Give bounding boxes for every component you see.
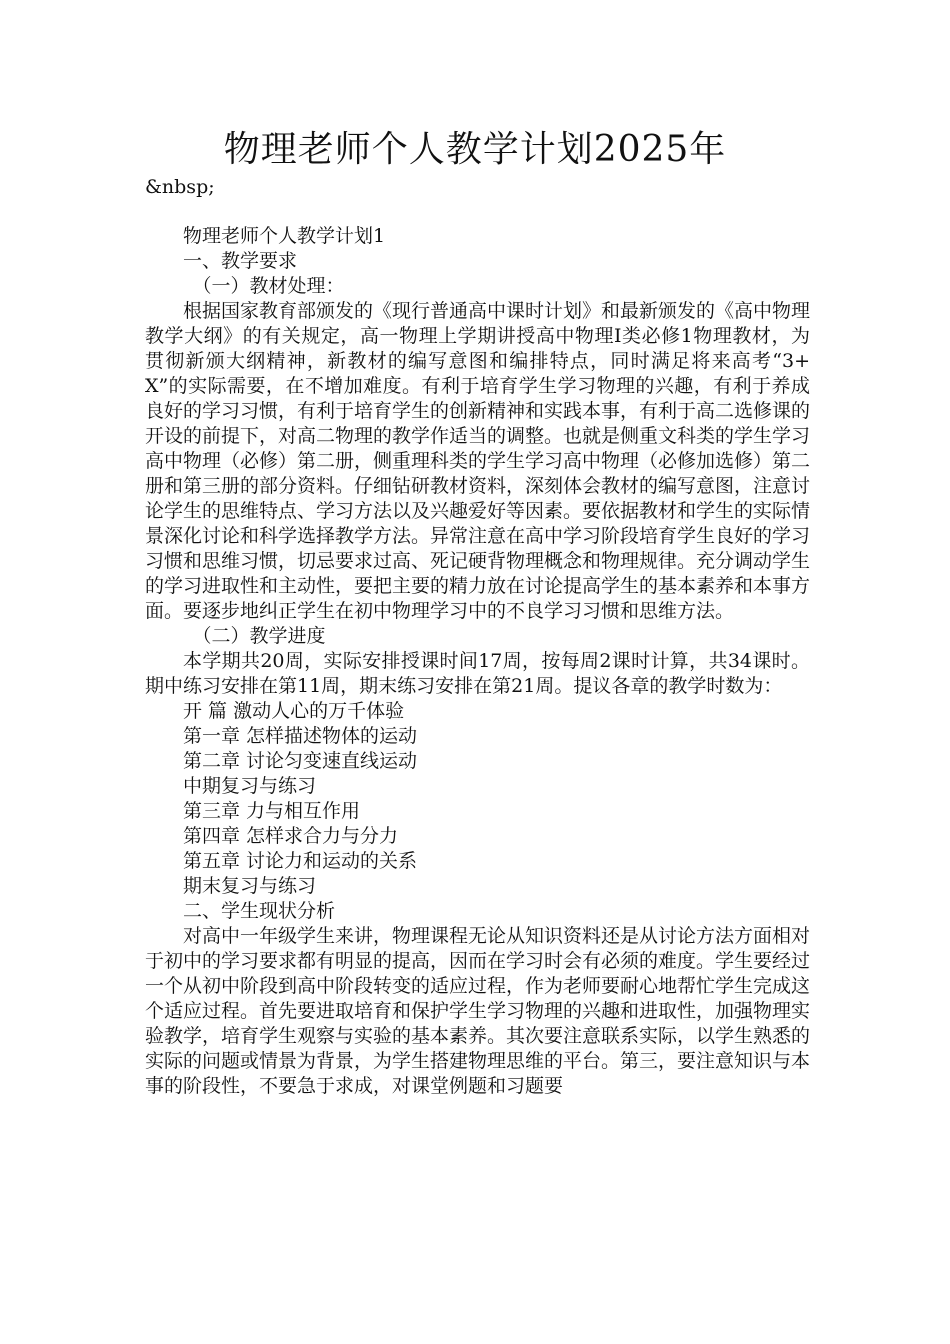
document-body [145, 224, 810, 1099]
placeholder-entity-text: &nbsp; [145, 176, 215, 198]
chapter-list-item: 第三章 力与相互作用 [183, 800, 361, 822]
chapter-list-item: 第五章 讨论力和运动的关系 [183, 850, 418, 872]
paragraph-student-analysis: 对高中一年级学生来讲，物理课程无论从知识资料还是从讨论方法方面相对于初中的学习要求都有明显的提高，因而在学习时会有必须的难度。学生要经过一个从初中阶段到高中阶段转变的适应过程，作为老师要耐心地帮忙学生完成这个适应过程。首先要进取培育和保护学生学习物理的兴趣和进取性，加强物理实验教学，培育学生观察与实验的基本素养。其次要注意联系实际，以学生熟悉的实际的问题或情景为背景，为学生搭建物理思维的平台。第三，要注意知识与本事的阶段性，不要急于求成，对课堂例题和习题要 [145, 925, 811, 1097]
subsection-heading-textbook: （一）教材处理： [192, 275, 345, 297]
chapter-list-item: 期末复习与练习 [183, 875, 317, 897]
paragraph-progress: 本学期共20周，实际安排授课时间17周，按每周2课时计算，共34课时。期中练习安排在第11周，期末练习安排在第21周。提议各章的教学时数为： [145, 650, 810, 697]
document-title: 物理老师个人教学计划2025年 [223, 129, 727, 170]
chapter-list-item: 第四章 怎样求合力与分力 [183, 825, 399, 847]
plan-subtitle: 物理老师个人教学计划1 [183, 225, 386, 247]
section-heading-student-analysis: 二、学生现状分析 [183, 900, 336, 922]
subsection-heading-progress: （二）教学进度 [192, 625, 326, 647]
chapter-list-item: 第一章 怎样描述物体的运动 [183, 725, 418, 747]
chapter-list-item: 开 篇 激动人心的万千体验 [183, 700, 405, 722]
paragraph-textbook: 根据国家教育部颁发的《现行普通高中课时计划》和最新颁发的《高中物理教学大纲》的有关规定，高一物理上学期讲授高中物理Ⅰ类必修1物理教材，为贯彻新颁大纲精神，新教材的编写意图和编排特点，同时满足将来高考“3+X”的实际需要，在不增加难度。有利于培育学生学习物理的兴趣，有利于养成良好的学习习惯，有利于培育学生的创新精神和实践本事，有利于高二选修课的开设的前提下，对高二物理的教学作适当的调整。也就是侧重文科类的学生学习高中物理（必修）第二册，侧重理科类的学生学习高中物理（必修加选修）第二册和第三册的部分资料。仔细钻研教材资料，深刻体会教材的编写意图，注意讨论学生的思维特点、学习方法以及兴趣爱好等因素。要依据教材和学生的实际情景深化讨论和科学选择教学方法。异常注意在高中学习阶段培育学生良好的学习习惯和思维习惯，切忌要求过高、死记硬背物理概念和物理规律。充分调动学生的学习进取性和主动性，要把主要的精力放在讨论提高学生的基本素养和本事方面。要逐步地纠正学生在初中物理学习中的不良学习习惯和思维方法。 [145, 300, 811, 622]
chapter-list-item: 中期复习与练习 [183, 775, 317, 797]
chapter-list-item: 第二章 讨论匀变速直线运动 [183, 750, 418, 772]
section-heading-teaching-requirements: 一、教学要求 [183, 250, 298, 272]
